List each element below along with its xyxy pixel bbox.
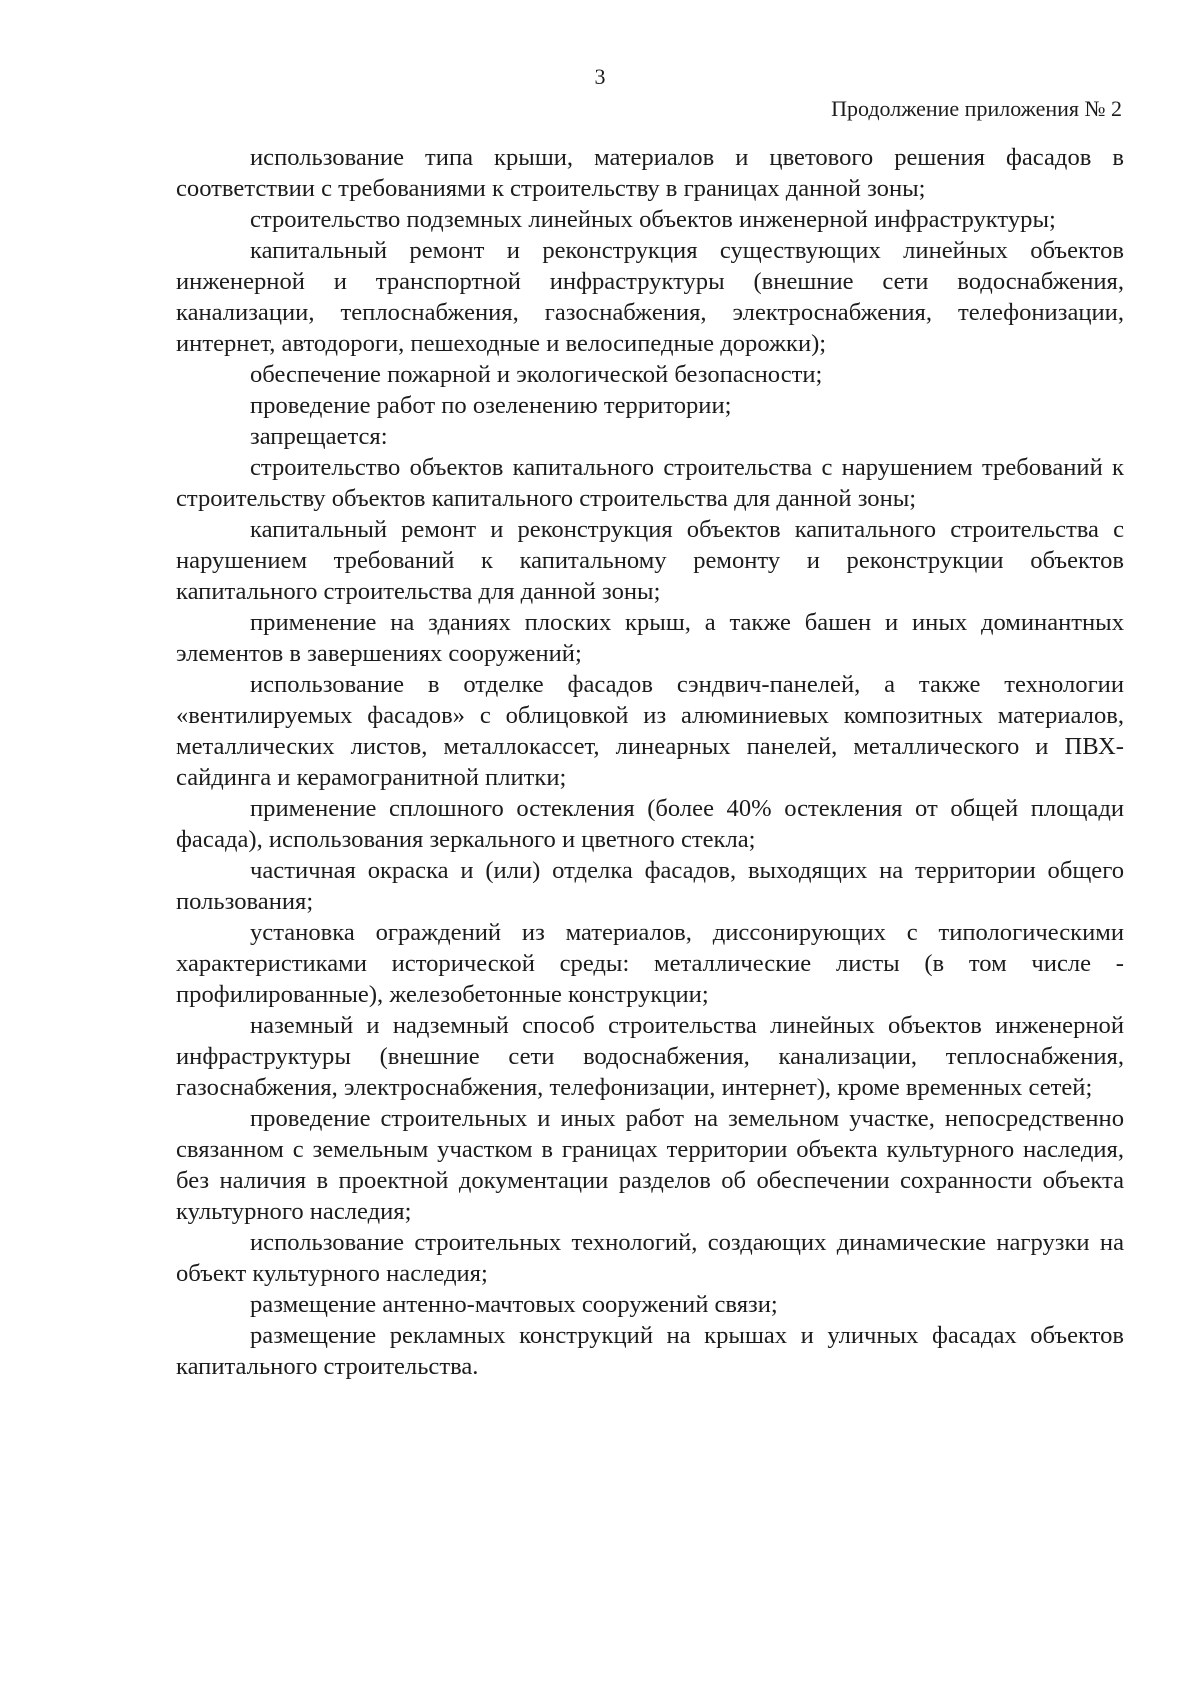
- paragraph-fire-ecological-safety: обеспечение пожарной и экологической безопасности;: [250, 361, 823, 388]
- document-body: [176, 142, 1124, 1382]
- paragraph-advertising-structures: размещение рекламных конструкций на крышах и уличных фасадах объектов капитального строительства.: [176, 1322, 1124, 1380]
- paragraph-flat-roofs-towers: применение на зданиях плоских крыш, а также башен и иных доминантных элементов в завершениях сооружений;: [176, 609, 1124, 667]
- paragraph-antenna-masts: размещение антенно-мачтовых сооружений связи;: [250, 1291, 778, 1318]
- paragraph-prohibited-heading: запрещается:: [250, 423, 388, 450]
- page-number: 3: [594, 64, 606, 89]
- paragraph-works-on-land-plot: проведение строительных и иных работ на земельном участке, непосредственно связанном с земельным участком в границах территории объекта культурного наследия, без наличия в проектной документации разделов об обеспечении сохранности объекта культурного наследия;: [176, 1105, 1124, 1225]
- paragraph-continuous-glazing: применение сплошного остекления (более 40% остекления от общей площади фасада), использования зеркального и цветного стекла;: [176, 795, 1124, 853]
- paragraph-underground-linear-objects: строительство подземных линейных объектов инженерной инфраструктуры;: [250, 206, 1056, 233]
- paragraph-partial-painting: частичная окраска и (или) отделка фасадов, выходящих на территории общего пользования;: [176, 857, 1124, 915]
- paragraph-prohibited-construction: строительство объектов капитального строительства с нарушением требований к строительству объектов капитального строительства для данной зоны;: [176, 454, 1124, 512]
- appendix-continuation-note: Продолжение приложения № 2: [831, 96, 1122, 121]
- paragraph-fences: установка ограждений из материалов, диссонирующих с типологическими характеристиками исторической среды: металлические листы (в том числе - профилированные), железобетонные конструкции;: [176, 919, 1124, 1008]
- paragraph-repair-existing-networks: капитальный ремонт и реконструкция существующих линейных объектов инженерной и транспортной инфраструктуры (внешние сети водоснабжения, канализации, теплоснабжения, газоснабжения, электроснабжения, телефонизации, интернет, автодороги, пешеходные и велосипедные дорожки);: [176, 237, 1124, 357]
- paragraph-above-ground-networks: наземный и надземный способ строительства линейных объектов инженерной инфраструктуры (внешние сети водоснабжения, канализации, теплоснабжения, газоснабжения, электроснабжения, телефонизации, интернет), кроме временных сетей;: [176, 1012, 1124, 1101]
- paragraph-roof-facade-materials: использование типа крыши, материалов и цветового решения фасадов в соответствии с требованиями к строительству в границах данной зоны;: [176, 144, 1124, 202]
- paragraph-prohibited-repair: капитальный ремонт и реконструкция объектов капитального строительства с нарушением требований к капитальному ремонту и реконструкции объектов капитального строительства для данной зоны;: [176, 516, 1124, 605]
- paragraph-landscaping: проведение работ по озеленению территории;: [250, 392, 732, 419]
- paragraph-sandwich-panels: использование в отделке фасадов сэндвич-панелей, а также технологии «вентилируемых фасадов» с облицовкой из алюминиевых композитных материалов, металлических листов, металлокассет, линеарных панелей, металлического и ПВХ-сайдинга и керамогранитной плитки;: [176, 671, 1124, 791]
- paragraph-dynamic-loads: использование строительных технологий, создающих динамические нагрузки на объект культурного наследия;: [176, 1229, 1124, 1287]
